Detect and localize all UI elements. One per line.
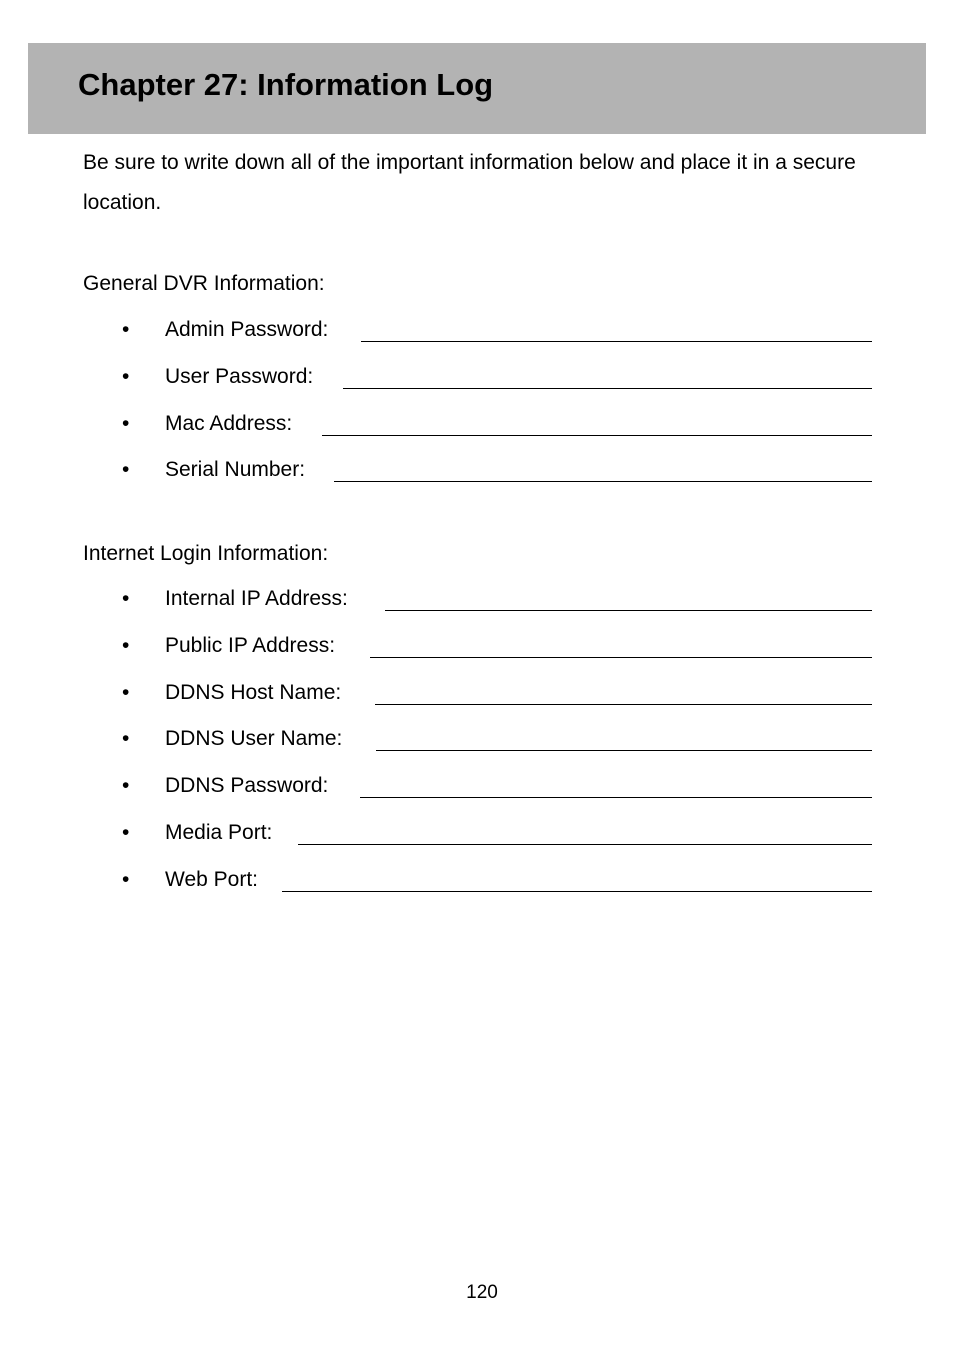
field-label: DDNS Password: <box>165 774 329 798</box>
field-label: Serial Number: <box>165 458 306 482</box>
internal-ip-field[interactable] <box>385 610 872 611</box>
bullet-icon: • <box>122 364 130 388</box>
ddns-password-field[interactable] <box>360 797 872 798</box>
bullet-icon: • <box>122 587 130 610</box>
list-item-web-port <box>0 866 954 913</box>
field-label: Web Port: <box>165 867 258 891</box>
bullet-icon: • <box>122 774 130 798</box>
ddns-user-field[interactable] <box>376 750 872 751</box>
field-label: Admin Password: <box>165 318 329 341</box>
user-password-field[interactable] <box>343 388 872 389</box>
list-item-serial-number <box>0 456 954 503</box>
public-ip-field[interactable] <box>370 657 872 658</box>
field-label: DDNS User Name: <box>165 727 343 751</box>
field-label: DDNS Host Name: <box>165 680 342 704</box>
chapter-title: Chapter 27: Information Log <box>78 67 494 102</box>
admin-password-field[interactable] <box>361 341 872 342</box>
list-item-ddns-password <box>0 772 954 819</box>
bullet-icon: • <box>122 820 130 844</box>
list-item-ddns-host <box>0 679 954 726</box>
serial-number-field[interactable] <box>334 481 872 482</box>
list-item-internal-ip <box>0 585 954 632</box>
bullet-icon: • <box>122 867 130 891</box>
bullet-icon: • <box>122 458 130 482</box>
web-port-field[interactable] <box>282 891 872 892</box>
bullet-icon: • <box>122 318 130 341</box>
list-item-public-ip <box>0 632 954 679</box>
intro-paragraph: Be sure to write down all of the important information below and place it in a secure location. <box>83 151 856 214</box>
page-number: 120 <box>466 1282 498 1303</box>
list-item-mac-address <box>0 410 954 457</box>
field-label: Media Port: <box>165 820 273 844</box>
general-dvr-heading: General DVR Information: <box>83 272 325 295</box>
field-label: Internal IP Address: <box>165 587 348 610</box>
bullet-icon: • <box>122 411 130 435</box>
list-item-ddns-user <box>0 725 954 772</box>
ddns-host-field[interactable] <box>375 704 872 705</box>
bullet-icon: • <box>122 727 130 751</box>
list-item-admin-password <box>0 316 954 363</box>
bullet-icon: • <box>122 633 130 657</box>
internet-login-heading: Internet Login Information: <box>83 542 329 565</box>
field-label: Mac Address: <box>165 411 293 435</box>
mac-address-field[interactable] <box>322 435 872 436</box>
internet-login-list <box>0 585 954 913</box>
media-port-field[interactable] <box>298 844 872 845</box>
field-label: Public IP Address: <box>165 633 336 657</box>
list-item-user-password <box>0 363 954 410</box>
field-label: User Password: <box>165 364 314 388</box>
general-dvr-list <box>0 316 954 503</box>
bullet-icon: • <box>122 680 130 704</box>
chapter-banner <box>28 43 926 134</box>
list-item-media-port <box>0 819 954 866</box>
